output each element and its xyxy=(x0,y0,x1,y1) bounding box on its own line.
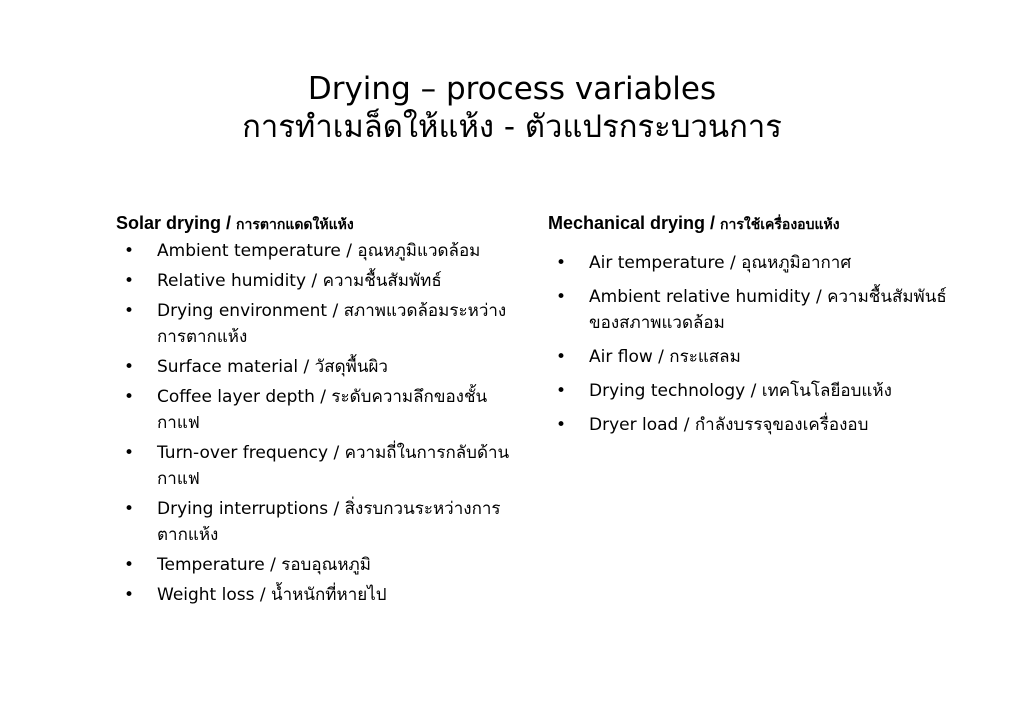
bullet-icon: • xyxy=(124,357,135,377)
mechanical-drying-list xyxy=(548,250,968,438)
bullet-icon: • xyxy=(124,443,135,463)
bullet-icon: • xyxy=(124,301,135,321)
list-item xyxy=(116,298,516,350)
list-item-text: Coffee layer depth / ระดับความลึกของชั้นกาแฟ xyxy=(157,387,488,433)
slide-title xyxy=(0,70,1024,146)
solar-drying-heading xyxy=(116,212,516,236)
list-item xyxy=(548,378,968,404)
solar-drying-heading-en: Solar drying / xyxy=(116,213,237,233)
list-item xyxy=(116,354,516,380)
list-item-text: Weight loss / น้ำหนักที่หายไป xyxy=(157,585,387,605)
list-item-text: Drying environment / สภาพแวดล้อมระหว่างการตากแห้ง xyxy=(157,301,507,347)
list-item xyxy=(116,496,516,548)
bullet-icon: • xyxy=(124,585,135,605)
bullet-icon: • xyxy=(556,287,567,307)
list-item-text: Relative humidity / ความชื้นสัมพัทธ์ xyxy=(157,271,442,291)
list-item-text: Ambient temperature / อุณหภูมิแวดล้อม xyxy=(157,241,481,261)
mechanical-drying-heading xyxy=(548,212,968,236)
bullet-icon: • xyxy=(556,253,567,273)
list-item xyxy=(548,284,968,336)
list-item-text: Ambient relative humidity / ความชื้นสัมพันธ์ของสภาพแวดล้อม xyxy=(589,287,947,333)
bullet-icon: • xyxy=(124,499,135,519)
list-item xyxy=(116,238,516,264)
bullet-icon: • xyxy=(556,347,567,367)
mechanical-drying-heading-th: การใช้เครื่องอบแห้ง xyxy=(720,217,840,233)
list-item xyxy=(548,250,968,276)
list-item-text: Drying technology / เทคโนโลยีอบแห้ง xyxy=(589,381,892,401)
bullet-icon: • xyxy=(124,387,135,407)
slide-title-thai: การทำเมล็ดให้แห้ง - ตัวแปรกระบวนการ xyxy=(242,109,782,145)
list-item xyxy=(116,440,516,492)
mechanical-drying-column xyxy=(548,212,968,446)
mechanical-drying-heading-en: Mechanical drying / xyxy=(548,213,721,233)
list-item-text: Air temperature / อุณหภูมิอากาศ xyxy=(589,253,852,273)
bullet-icon: • xyxy=(124,555,135,575)
bullet-icon: • xyxy=(124,241,135,261)
list-item xyxy=(548,344,968,370)
list-item-text: Surface material / วัสดุพื้นผิว xyxy=(157,357,388,377)
list-item-text: Temperature / รอบอุณหภูมิ xyxy=(157,555,371,575)
list-item xyxy=(116,582,516,608)
list-item xyxy=(548,412,968,438)
bullet-icon: • xyxy=(556,415,567,435)
list-item-text: Turn-over frequency / ความถี่ในการกลับด้านกาแฟ xyxy=(157,443,510,489)
list-item xyxy=(116,552,516,578)
bullet-icon: • xyxy=(124,271,135,291)
slide-title-english: Drying – process variables xyxy=(307,71,717,107)
bullet-icon: • xyxy=(556,381,567,401)
list-item-text: Dryer load / กำลังบรรจุของเครื่องอบ xyxy=(589,415,869,435)
solar-drying-heading-th: การตากแดดให้แห้ง xyxy=(236,217,354,233)
list-item-text: Drying interruptions / สิ่งรบกวนระหว่างการตากแห้ง xyxy=(157,499,501,545)
list-item xyxy=(116,268,516,294)
list-item-text: Air flow / กระแสลม xyxy=(589,347,741,367)
solar-drying-list xyxy=(116,238,516,608)
list-item xyxy=(116,384,516,436)
solar-drying-column xyxy=(116,212,516,612)
